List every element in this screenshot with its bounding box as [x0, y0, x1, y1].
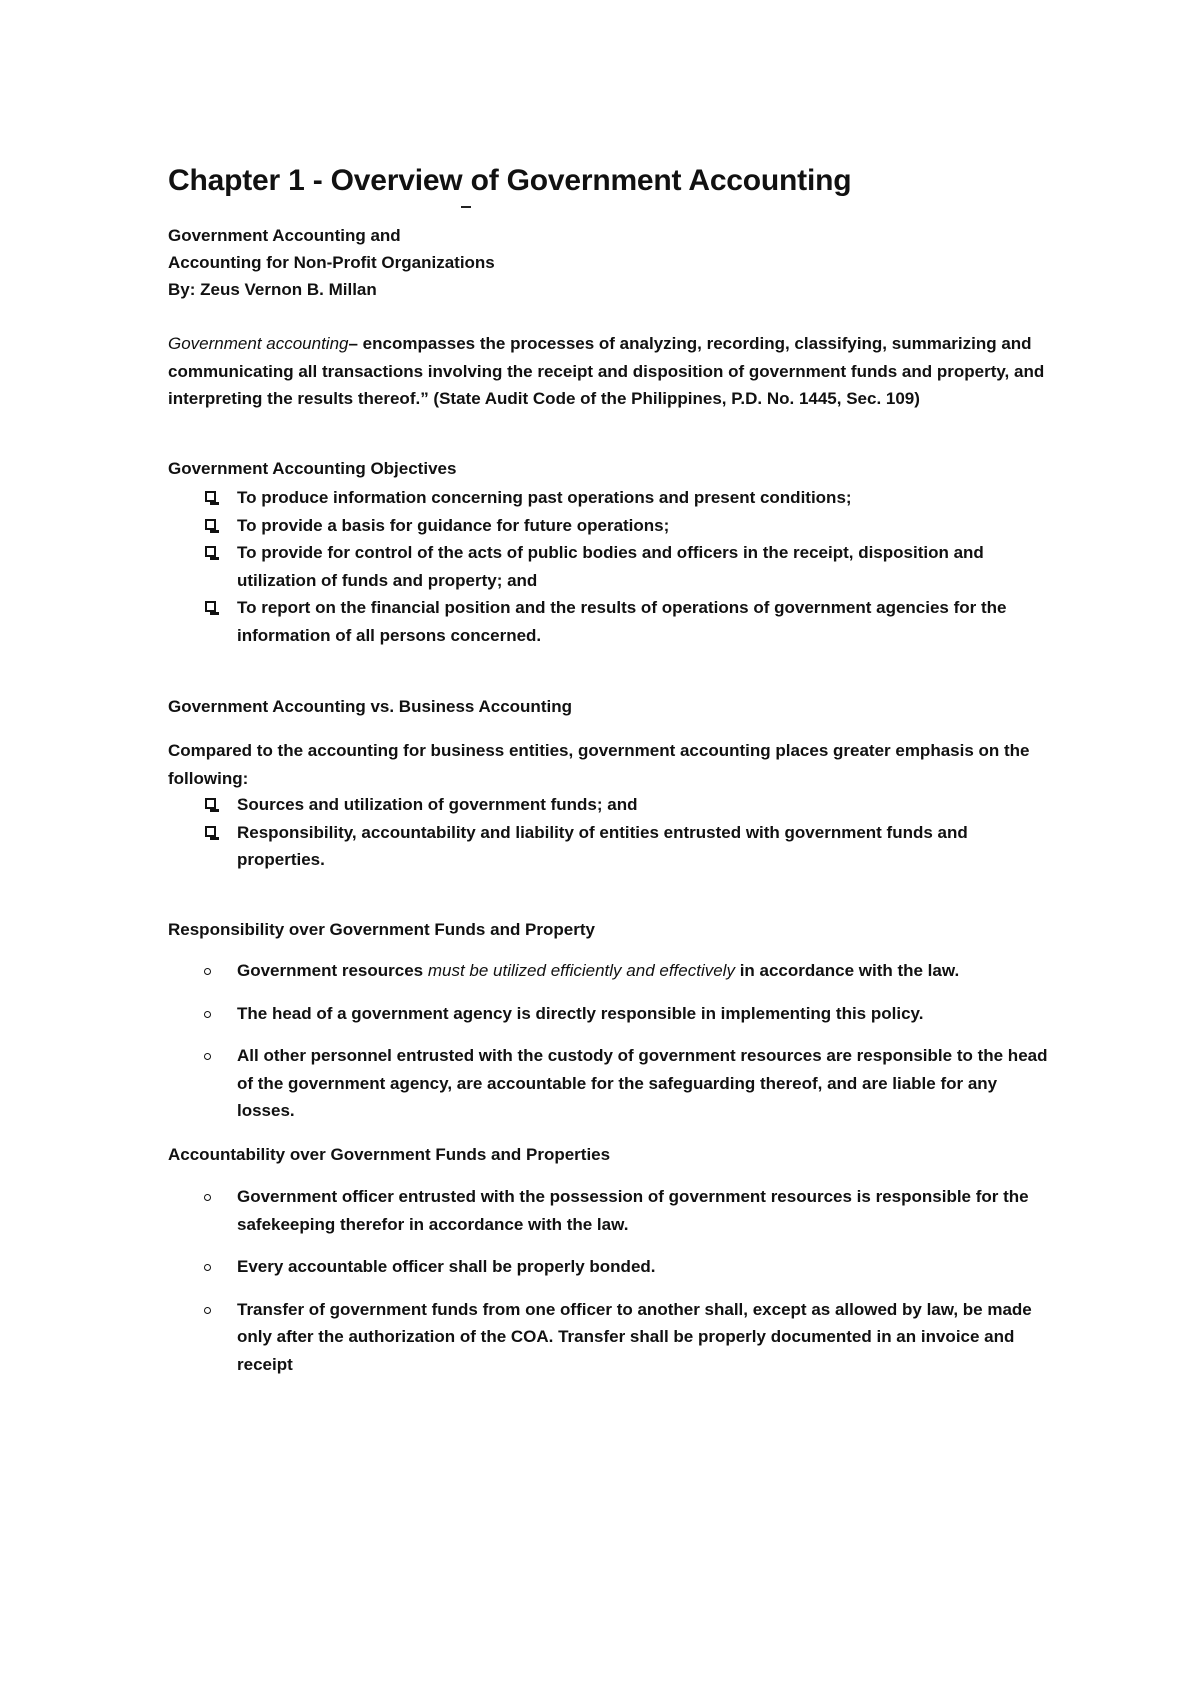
list-item: To provide a basis for guidance for future operations;	[168, 512, 1048, 540]
circle-bullet-icon	[204, 968, 211, 975]
accountability-heading: Accountability over Government Funds and Properties	[168, 1145, 611, 1164]
list-item: The head of a government agency is directly responsible in implementing this policy.	[168, 1000, 1048, 1028]
objectives-list	[168, 484, 1048, 649]
checkbox-bullet-icon	[205, 519, 216, 530]
author-line: By: Zeus Vernon B. Millan	[168, 280, 377, 299]
subtitle-line-2: Accounting for Non-Profit Organizations	[168, 253, 495, 272]
checkbox-bullet-icon	[205, 546, 216, 557]
list-item: To report on the financial position and the results of operations of government agencies for the information of all persons concerned.	[168, 594, 1048, 649]
list-item: Government resources must be utilized efficiently and effectively in accordance with the law.	[168, 957, 1048, 985]
list-item: To provide for control of the acts of public bodies and officers in the receipt, disposition and utilization of funds and property; and	[168, 539, 1048, 594]
accountability-list	[168, 1183, 1048, 1393]
responsibility-heading: Responsibility over Government Funds and Property	[168, 920, 595, 939]
list-item: To produce information concerning past operations and present conditions;	[168, 484, 1048, 512]
list-item: Sources and utilization of government funds; and	[168, 791, 1048, 819]
list-item: All other personnel entrusted with the custody of government resources are responsible to the head of the government agency, are accountable for the safeguarding thereof, and are liable for any losses.	[168, 1042, 1048, 1125]
definition-term: Government accounting	[168, 334, 349, 353]
stray-dash-mark	[461, 206, 471, 208]
list-item: Transfer of government funds from one officer to another shall, except as allowed by law, be made only after the authorization of the COA. Transfer shall be properly documented in an invoice and receipt	[168, 1296, 1048, 1379]
list-item: Government officer entrusted with the possession of government resources is responsible for the safekeeping therefor in accordance with the law.	[168, 1183, 1048, 1238]
checkbox-bullet-icon	[205, 826, 216, 837]
circle-bullet-icon	[204, 1264, 211, 1271]
comparison-list	[168, 791, 1048, 874]
definition-body: – encompasses the processes of analyzing, recording, classifying, summarizing and communicating all transactions involving the receipt and disposition of government funds and property, and interpreting the results thereof.” (State Audit Code of the Philippines, P.D. No. 1445, Sec. 109)	[168, 334, 1045, 408]
comparison-intro: Compared to the accounting for business entities, government accounting places greater emphasis on the following:	[168, 741, 1030, 788]
checkbox-bullet-icon	[205, 798, 216, 809]
list-item: Responsibility, accountability and liability of entities entrusted with government funds and properties.	[168, 819, 1048, 874]
comparison-heading: Government Accounting vs. Business Accounting	[168, 697, 572, 716]
checkbox-bullet-icon	[205, 601, 216, 612]
responsibility-list	[168, 957, 1048, 1140]
circle-bullet-icon	[204, 1307, 211, 1314]
circle-bullet-icon	[204, 1011, 211, 1018]
objectives-heading: Government Accounting Objectives	[168, 459, 457, 478]
page-title: Chapter 1 - Overview of Government Accounting	[168, 164, 852, 197]
circle-bullet-icon	[204, 1194, 211, 1201]
subtitle-line-1: Government Accounting and	[168, 226, 401, 245]
checkbox-bullet-icon	[205, 491, 216, 502]
definition-paragraph	[168, 330, 1048, 413]
circle-bullet-icon	[204, 1053, 211, 1060]
list-item: Every accountable officer shall be properly bonded.	[168, 1253, 1048, 1281]
